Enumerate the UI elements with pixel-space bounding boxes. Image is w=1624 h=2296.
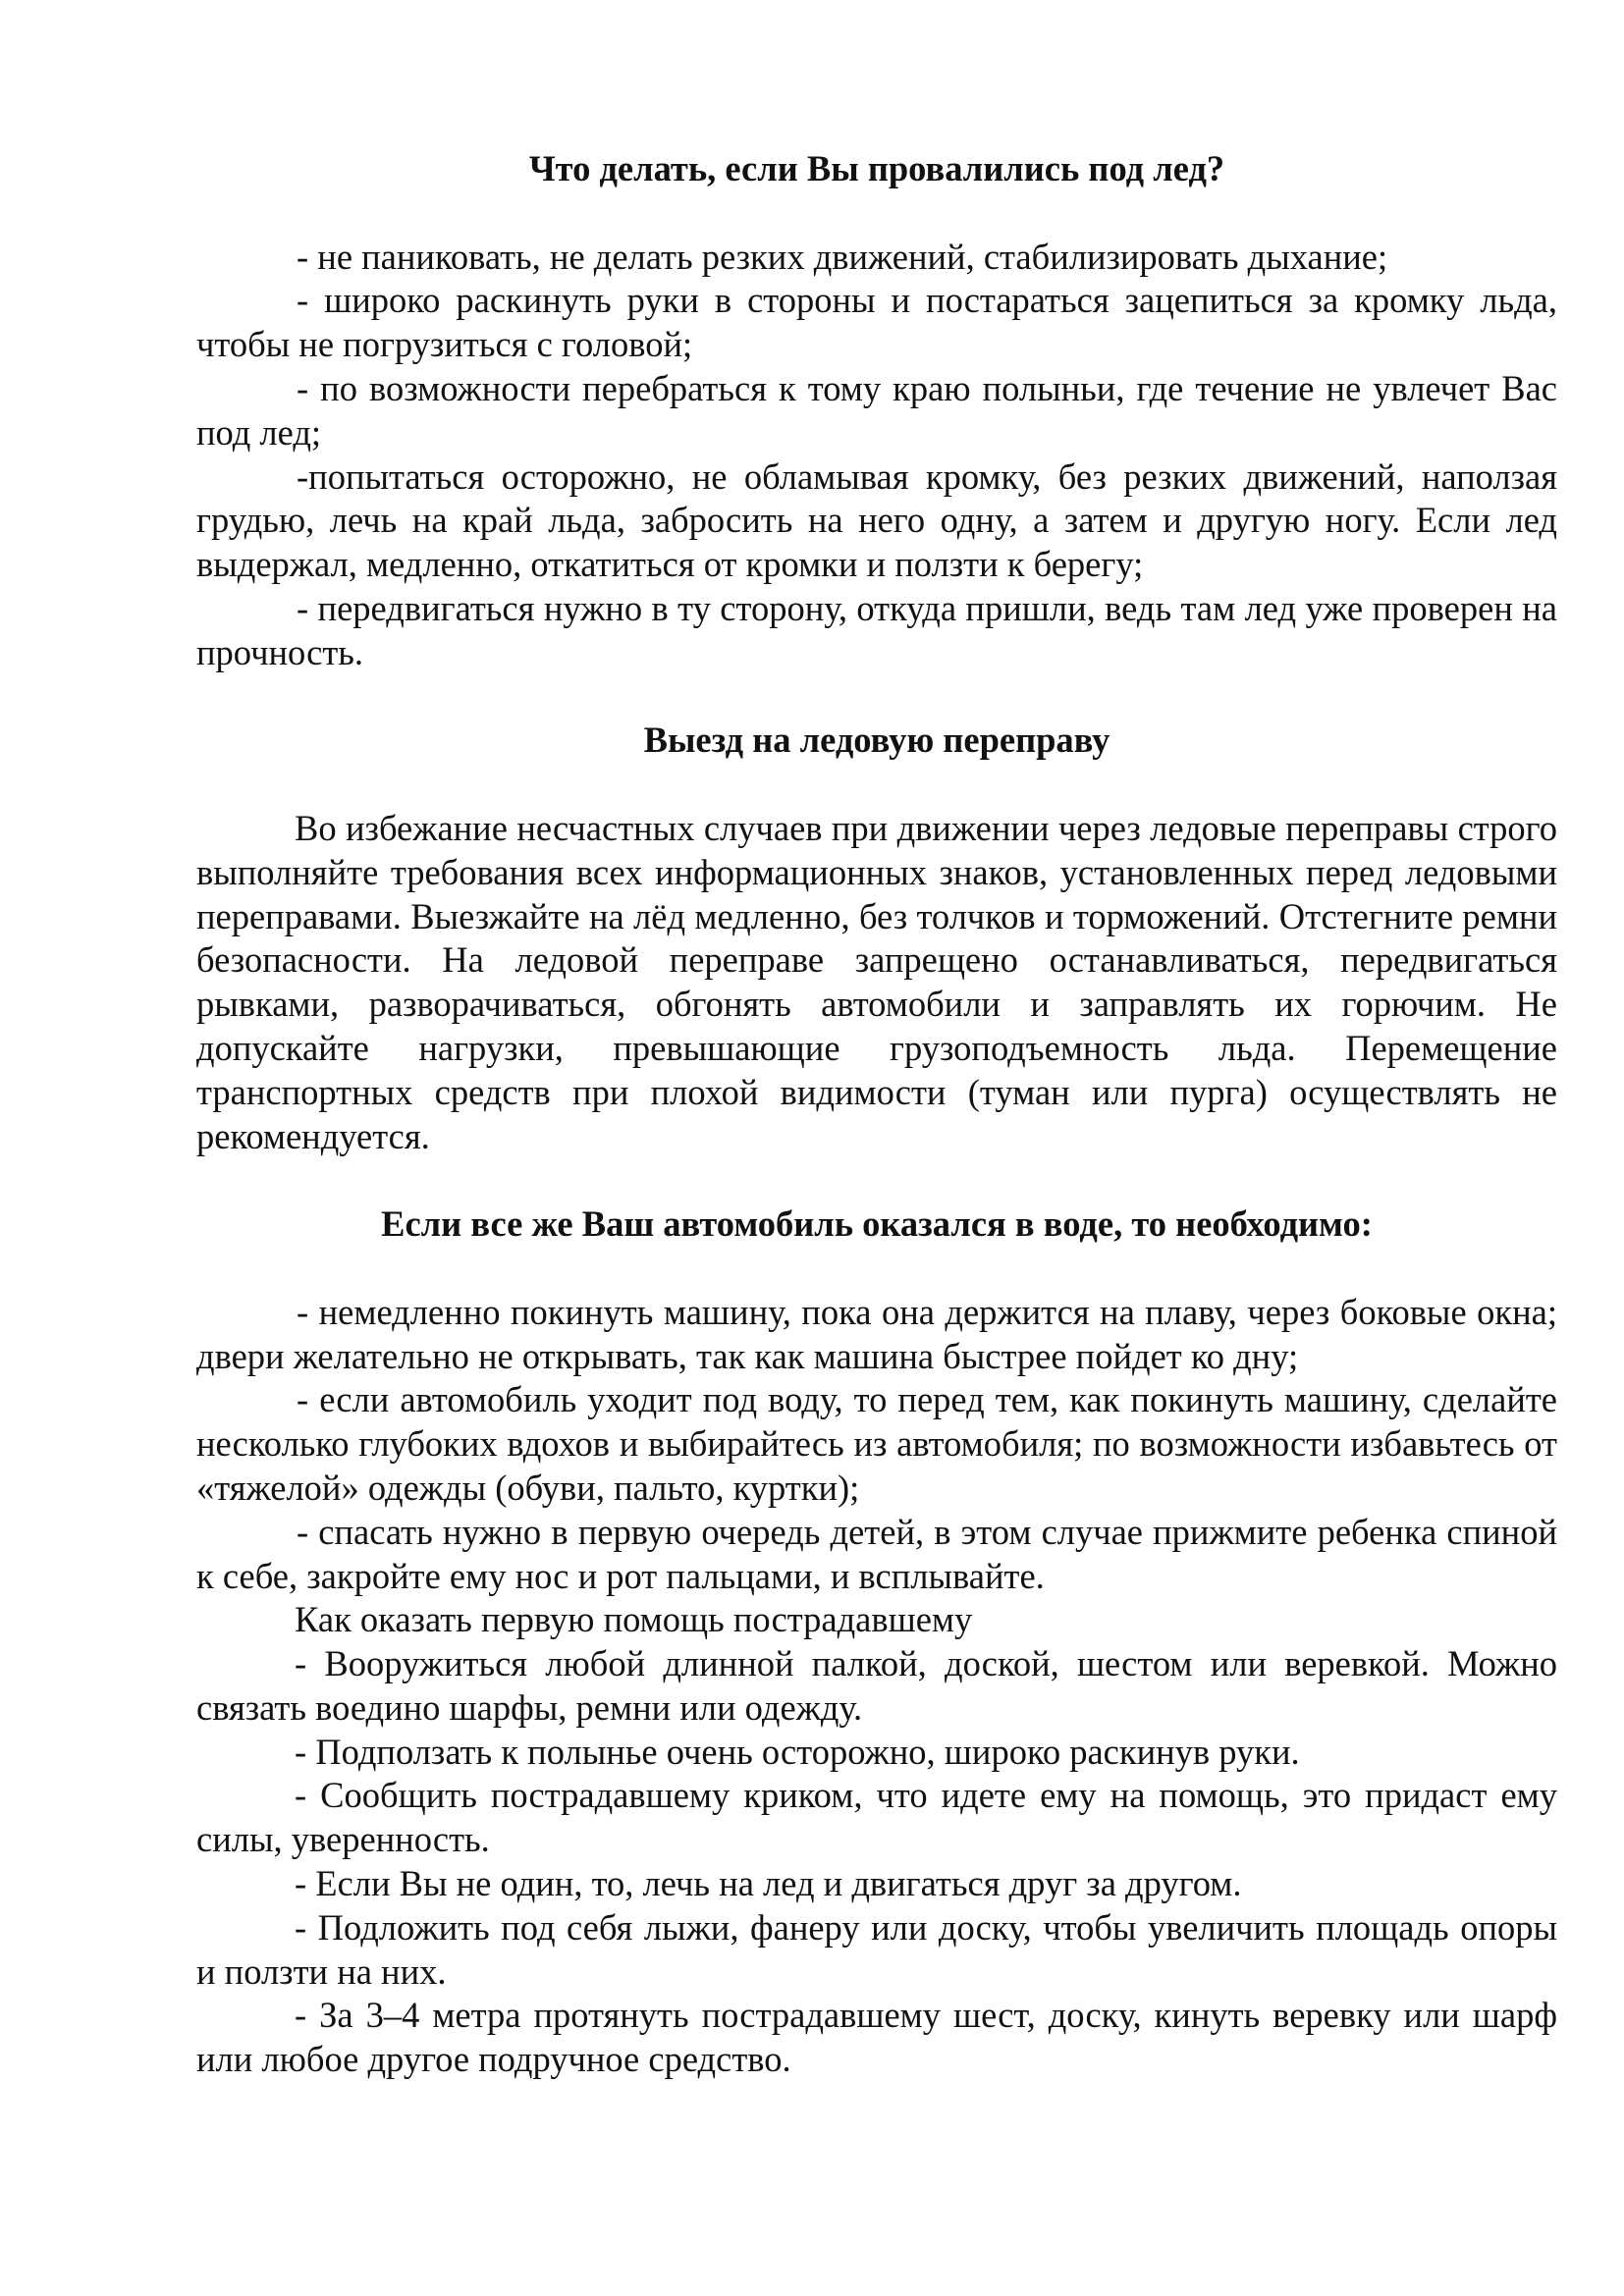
section-heading-car-in-water: Если все же Ваш автомобиль оказался в воде, то необходимо: (381, 1203, 1373, 1245)
list-item: - передвигаться нужно в ту сторону, откуда пришли, ведь там лед уже проверен на прочность. (196, 587, 1557, 672)
subheading-first-aid: Как оказать первую помощь пострадавшему (295, 1599, 973, 1640)
spacer (196, 191, 1557, 236)
list-item: - не паниковать, не делать резких движений, стабилизировать дыхание; (297, 236, 1388, 277)
list-item: - спасать нужно в первую очередь детей, в этом случае прижмите ребенка спиной к себе, закройте ему нос и рот пальцами, и всплывайте. (196, 1511, 1557, 1596)
spacer (196, 1247, 1557, 1291)
list-item: -попытаться осторожно, не обламывая кромку, без резких движений, наползая грудью, лечь на край льда, забросить на него одну, а затем и другую ногу. Если лед выдержал, медленно, откатиться от кромки и ползти к берегу; (196, 455, 1557, 585)
list-item: - если автомобиль уходит под воду, то перед тем, как покинуть машину, сделайте несколько глубоких вдохов и выбирайтесь из автомобиля; по возможности избавьтесь от «тяжелой» одежды (обуви, пальто, куртки); (196, 1379, 1557, 1508)
section-heading-ice-fall: Что делать, если Вы провалились под лед? (528, 148, 1225, 188)
list-item: - Если Вы не один, то, лечь на лед и двигаться друг за другом. (295, 1863, 1242, 1904)
list-item: - Вооружиться любой длинной палкой, доской, шестом или веревкой. Можно связать воедино шарфы, ремни или одежду. (196, 1643, 1557, 1728)
spacer (196, 1158, 1557, 1202)
spacer (196, 675, 1557, 720)
spacer (196, 763, 1557, 807)
list-item: - Подползать к полынье очень осторожно, широко раскинув руки. (295, 1731, 1300, 1772)
list-item: - по возможности перебраться к тому краю полыньи, где течение не увлечет Вас под лед; (196, 367, 1557, 453)
section-heading-ice-crossing: Выезд на ледовую переправу (643, 720, 1110, 761)
paragraph-ice-crossing: Во избежание несчастных случаев при движении через ледовые переправы строго выполняйте требования всех информационных знаков, установленных перед ледовыми переправами. Выезжайте на лёд медленно, без толчков и торможений. Отстегните ремни безопасности. На ледовой переправе запрещено останавливаться, передвигаться рывками, разворачиваться, обгонять автомобили и заправлять их горючим. Не допускайте нагрузки, превышающие грузоподъемность льда. Перемещение транспортных средств при плохой видимости (туман или пурга) осуществлять не рекомендуется. (196, 807, 1557, 1156)
list-item: - Подложить под себя лыжи, фанеру или доску, чтобы увеличить площадь опоры и ползти на них. (196, 1906, 1557, 1992)
list-item: - Сообщить пострадавшему криком, что идете ему на помощь, это придаст ему силы, уверенность. (196, 1775, 1557, 1860)
list-item: - немедленно покинуть машину, пока она держится на плаву, через боковые окна; двери желательно не открывать, так как машина быстрее пойдет ко дну; (196, 1291, 1557, 1376)
list-item: - широко раскинуть руки в стороны и постараться зацепиться за кромку льда, чтобы не погрузиться с головой; (196, 280, 1557, 365)
list-item: - За 3–4 метра протянуть пострадавшему шест, доску, кинуть веревку или шарф или любое другое подручное средство. (196, 1995, 1557, 2080)
document-page (196, 147, 1557, 2082)
